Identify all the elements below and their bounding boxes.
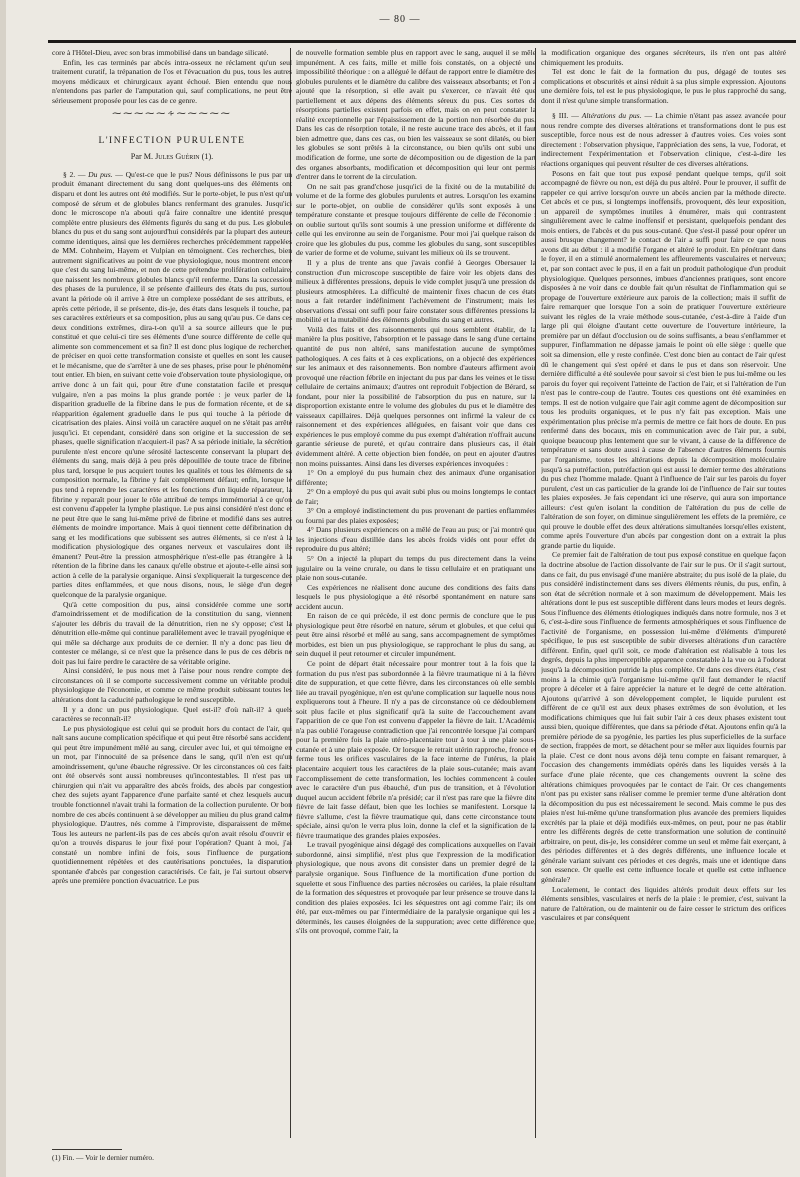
paragraph-text: — La chimie n'étant pas assez avancée pour nous rendre compte des diverses altérations et transformations dont le pus est susceptible, force nous est de nous adresser à d'autres voies. Ces voies sont directement : l'observation physique, l'appréciation des sens, la vue, l'odorat, et indirectement l'expérimentation et l'observation clinique, c'est-à-dire les réactions organiques qui peuvent résulter de ces diverses altérations.: [541, 111, 786, 169]
paragraph: Qu'à cette composition du pus, ainsi considérée comme une sorte d'amoindrissement et de modification de la constitution du sang, viennent s'ajouter les débris du travail de la dénutrition, rien ne s'y oppose; c'est la dénutrition elle-même qui continue parallèlement avec le travail pyogénique et qui mêle sa décharge aux produits de ce dernier. Il n'y a donc pas lieu de contester ce mélange, si ce n'est que la présence dans le pus de ces débris ne doit pas lui faire perdre le caractère de sa véritable origine.: [52, 599, 292, 666]
paragraph: Il y a plus de trente ans que j'avais confié à Georges Obersauer la construction d'un microscope susceptible de faire voir les objets dans des milieux à différentes pressions, depuis le vide complet jusqu'à une pression de plusieurs atmosphères. La difficulté de maintenir fixes chacun de ces états nous a fait retarder indéfiniment l'achèvement de l'instrument; mais les observations d'essai ont suffi pour faire constater sous différentes pressions la mobilité et la mutabilité des éléments globulins du sang et autres.: [296, 258, 536, 325]
paragraph: la modification organique des organes sécréteurs, ils n'en ont pas altéré chimiquement les produits.: [541, 48, 786, 67]
byline: [52, 152, 292, 162]
column-3: [541, 48, 786, 1128]
paragraph: Voilà des faits et des raisonnements qui nous semblent établir, de la manière la plus positive, l'absorption et le passage dans le sang d'une certaine quantité de pus non altéré, sans manifestation aucune de symptômes pathologiques. A ces faits et à ces explications, on a objecté des expériences sur les animaux et des raisonnements. Bon nombre d'auteurs affirment avoir provoqué une réaction fébrile en injectant du pus par dans les veines et le tissu cellulaire de certains animaux; d'autres ont reproduit l'objection de Bérard, se fondant, pour nier la possibilité de l'absorption du pus en nature, sur la disproportion existante entre le volume des globules du pus et le diamètre des vaisseaux capillaires. Déjà quelques personnes ont infirmé la valeur de ce raisonnement et des expériences alléguées, en faisant voir que dans ces expériences le pus employé comme du pus exempt d'altération n'offrait aucune garantie sérieuse de pureté, et qu'au contraire dans plusieurs cas, il était évidemment altéré. A cette objection bien fondée, on peut en ajouter d'autres non moins puissantes. Ainsi dans les diverses expériences invoquées :: [296, 324, 536, 468]
paragraph: Ce point de départ était nécessaire pour montrer tout à la fois que la formation du pus n'est pas subordonnée à la fièvre traumatique ni à la fièvre dite de suppuration, et que cette fièvre, dans les circonstances où elle semble liée au travail pyogénique, n'en est qu'une complication sur laquelle nous nous expliquerons tout à l'heure. Il n'y a pas de circonstance où ce dédoublement soit plus facile et plus significatif qu'à la suite de l'accouchement avant l'apparition de ce que l'on est convenu d'appeler la fièvre de lait. L'Académie n'a pas oublié l'orageuse contradiction que j'ai rencontrée lorsque j'ai comparé pour la première fois la plaie utéro-placentaire tour à tour à une plaie sous-cutanée et à une plaie exposée. Or lorsque le retrait utérin rapproche, fronce et ferme tous les orifices vasculaires de la face interne de l'utérus, la plaie placentaire acquiert tous les caractères de la plaie sous-cutanée; mais avant l'accomplissement de cette transformation, les lochies commencent à couler avec le caractère d'un pus ébauché, d'un pus de transition, et à l'évolution duquel aucun accident fébrile n'a présidé; car il n'est pas rare que la fièvre dite fièvre de lait fasse défaut, bien que les lochies se manifestent. Lorsque la fièvre s'allume, c'est la fièvre traumatique qui, dans cette circonstance toute spéciale, ainsi qu'on le verra plus loin, donne la clef et la signification de la fièvre traumatique des grandes plaies exposées.: [296, 659, 536, 840]
article-title: L'INFECTION PURULENTE: [98, 135, 246, 146]
column-1: [52, 48, 292, 1128]
paragraph: En raison de ce qui précède, il est donc permis de conclure que le pus physiologique peut être résorbé en nature, sérum et globules, et que celui qui peut être ainsi résorbé et mêlé au sang, sans accompagnement de symptômes morbides, est bien un pus physiologique, se rapprochant le plus du sang, au sein duquel il peut retourner et circuler impunément.: [296, 611, 536, 659]
paragraph: Tel est donc le fait de la formation du pus, dégagé de toutes ses complications et obscurités et ainsi réduit à sa plus simple expression. Ajoutons une dernière fois, tel est le pus physiologique, le pus le plus rapproché du sang, dont il n'est qu'une simple transformation.: [541, 67, 786, 105]
paragraph: Localement, le contact des liquides altérés produit deux effets sur les éléments sensibles, vasculaires et nerfs de la plaie : le premier, c'est, suivant la nature de l'altération, ou de maintenir ou de faire cesser le strictum des orifices vasculaires et par conséquent: [541, 884, 786, 923]
paragraph: Ce premier fait de l'altération de tout pus exposé constitue en quelque façon la doctrine absolue de l'action dissolvante de l'air sur le pus. Or il s'agit surtout, dans ce fait, du pus envisagé d'une manière abstraite; du pus isolé de la plaie, du pus considéré indistinctement dans ses divers éléments réunis, du pus, enfin, à son état de sécrétion normale et à son maximum de développement. Mais les altérations dont le pus est susceptible diffèrent dans leurs modes et leurs degrés. Sous l'influence des éléments étiologiques indiqués dans notre formule, nos 3 et 6, c'est-à-dire sous l'influence de ferments atmosphériques et sous l'influence de l'activité de l'organisme, en possession lui-même d'éléments d'impureté spécifique, le pus est susceptible de subir diverses altérations d'un caractère différent. Enfin, quel qu'il soit, ce mode d'altération est réalisable à tous les degrés, depuis la plus imperceptible apparence constatable à la vue ou à l'odorat jusqu'à la décomposition putride la plus complète. Or dans ces divers états, c'est moins à la chimie qu'à l'organisme lui-même qu'il faut demander le réactif propre à déceler et à faire apprécier la nature et le degré de cette altération. Ajoutons qu'arrivé à son développement complet, le liquide purulent est différent de ce qu'il est aux deux phases extrêmes de son évolution, et les modifications chimiques que lui fait subir l'air à ces deux phases existent tout aussi bien, quoique différentes, que dans sa période d'état. Ajoutons enfin qu'à la première période de sa pyogénie, les parties les plus superficielles de la surface de section, frappées de mort, se détachent pour se mêler aux liquides fournis par la plaie. C'est ce dont nous avons déjà tenu compte en faisant remarquer, à l'occasion des changements immédiats opérés dans les liquides versés à la surface d'une plaie récente, que ces changements ouvrent la scène des altérations chimiques provoquées par le contact de l'air. Or ces changements n'ont pas pu exister sans réaliser comme le premier terme d'une altération dont la décomposition du pus est nécessairement le second. Mais comme le pus des plaies n'est lui-même qu'une transformation plus avancée des premiers liquides excrétés par la plaie et déjà modifiés eux-mêmes, on peut, pour ne pas établir entre les différents degrés de cette transformation une solution de continuité arbitraire, on peut, dis-je, les considérer comme un seul et même fait exerçant, à des périodes différentes et à des degrés différents, une influence locale et générale variant suivant ces périodes et ces degrés, mais une et identique dans son essence. Or quelle est cette influence locale et quelle est cette influence générale?: [541, 550, 786, 885]
paragraph: Le pus physiologique est celui qui se produit hors du contact de l'air, qui naît sans aucune complication spécifique et qui peut être résorbé sans accident, qui peut être impunément mêlé au sang, circuler avec lui, et qui témoigne en un mot, par l'innocuité de sa présence dans le sang, qu'il n'en est qu'un amoindrissement, qu'une ébauche régressive. Or les circonstances où ces faits ont été observés sont aussi nombreuses qu'incontestables. Il n'est pas un chirurgien qui n'ait vu apparaître des abcès froids, des abcès par congestion chez des sujets ayant l'apparence d'une parfaite santé et chez lesquels aucun trouble fonctionnel n'avait trahi la formation de la collection purulente. Or bon nombre de ces abcès continuent à se développer au milieu du plus grand calme physiologique. D'autres, nés comme à l'improviste, disparaissent de même. Tous les auteurs ne parlent-ils pas de ces abcès qu'on avait résolu d'ouvrir et qu'on a trouvés disparus le jour fixé pour l'opération? Quant à moi, j'ai constaté un nombre infini de fois, sous l'influence de purgations quotidiennement répétées et des cautérisations ponctuées, la disparution spontanée d'abcès par congestion caractérisés. Ce fait, je l'ai surtout observé après une première ponction évacuatrice. Le pus: [52, 723, 292, 886]
page-number: — 80 —: [379, 14, 421, 25]
section-ornament: ⁓⁓⁓⁓⁓∻⁓⁓⁓⁓⁓: [112, 108, 232, 119]
footnote: (1) Fin. — Voir le dernier numéro.: [52, 1153, 154, 1162]
list-item: 5° On a injecté la plupart du temps du pus directement dans la veine jugulaire ou la veine crurale, ou dans le tissu cellulaire et en pratiquant une plaie non sous-cutanée.: [296, 553, 536, 583]
paragraph: Posons en fait que tout pus exposé pendant quelque temps, qu'il soit accompagné de fièvre ou non, est déjà du pus altéré. Pour le prouver, il suffit de rappeler ce qui arrive lorsqu'on ouvre un abcès ancien par la méthode directe. Cet abcès et ce pus, si longtemps inoffensifs, provoquent, dès leur exposition, un appareil de symptômes inutiles à énumérer, mais qui contrastent singulièrement avec le calme inoffensif et persistant, quelquefois pendant des mois entiers, de l'abcès et du pus sous-cutané. Que s'est-il passé pour opérer un aussi brusque changement? le contact de l'air a suffi pour faire ce que nous avons dit au début : il a modifié l'organe et altéré le produit. En pénétrant dans le foyer, il en a stimulé anormalement les affleurements vasculaires et nerveux; et, par son contact avec le pus, il en a fait un produit pathologique d'un produit physiologique. Quelques personnes, imbues d'anciennes pratiques, sont encore disposées à ne voir dans ce double fait qu'un résultat de l'inflammation qui se propage de l'ouverture extérieure aux parois de la collection; mais il suffit de faire remarquer que lorsque l'on a soin de pratiquer l'ouverture extérieure suivant les règles de la vraie méthode sous-cutanée, c'est-à-dire à l'aide d'un large pli qui éloigne d'autant cette ouverture de l'ouverture intérieure, la première par un défaut d'occlusion ou de soins suffisants, a beau s'enflammer et suppurer, l'inflammation ne dépasse jamais le point où elle siège : quelle que soit sa dimension, elle y reste confinée. C'est donc bien au contact de l'air qu'est dû le changement qui s'est opéré et dans le pus et dans son réservoir. Une dernière difficulté a été soulevée pour savoir si c'est bien le pus lui-même ou les parois du foyer qui reçoivent l'atteinte de l'action de l'air, et si l'altération de l'un n'est pas le contre-coup de l'autre. Toutes ces questions ont été examinées en temps. Il est de notion vulgaire que l'air agit comme agent de décomposition sur tous les produits organiques, et le pus n'y fait pas exception. Mais une expérimentation plus précise m'a permis de mettre ce fait hors de doute. En pus renfermé dans des bocaux, mis en communication avec de l'air pur, a subi, quoique beaucoup plus lentement que sur le vivant, à cause de la différence de température et sans doute aussi à cause de l'absence d'autres éléments fournis par l'organisme, toutes les altérations depuis la décomposition moléculaire jusqu'à sa putréfaction, putréfaction qui est aussi le dernier terme des altérations du pus chez l'homme malade. Quant à l'influence de l'air sur les parois du foyer purulent, c'est un cas particulier de la grande loi de l'influence de l'air sur toutes les plaies exposées. Je fais cependant ici une réserve, qui aura son importance ailleurs: c'est qu'en isolant la condition de l'altération du pus de celle de l'altération de son foyer, on diminue singulièrement les effets de la première, ce qui prouve le double effet des deux altérations simultanées lorsqu'elles existent, comme après l'ouverture d'un abcès par congestion dont on a extrait la plus grande partie du liquide.: [541, 168, 786, 550]
paragraph: Ainsi considéré, le pus nous met à l'aise pour nous rendre compte des circonstances où il se comporte successivement comme un véritable produit physiologique de l'économie, et comme ce même produit subissant toutes les altérations dont la caducité pathologique le rend susceptible.: [52, 666, 292, 704]
paragraph: Il y a donc un pus physiologique. Quel est-il? d'où naît-il? à quels caractères se reconnaît-il?: [52, 704, 292, 724]
column-2: [296, 48, 536, 1128]
intro-paragraph: core à l'Hôtel-Dieu, avec son bras immobilisé dans un bandage silicaté.: [52, 48, 269, 57]
page-edge-shadow: [0, 0, 6, 1177]
list-item: 1° On a employé du pus humain chez des animaux d'une organisation différente;: [296, 468, 536, 487]
list-item: 2° On a employé du pus qui avait subi plus ou moins longtemps le contact de l'air;: [296, 487, 536, 506]
section-3-paragraph: [541, 111, 786, 168]
list-item: 3° On a employé indistinctement du pus provenant de parties enflammées ou fourni par des plaies exposées;: [296, 506, 536, 525]
section-title: Altérations du pus.: [581, 111, 642, 121]
section-title: Du pus.: [88, 169, 113, 179]
paragraph: Le travail pyogénique ainsi dégagé des complications auxquelles on l'avait subordonné, ainsi simplifié, n'est plus que l'expression de la modification physiologique, que nous avons dit consister dans un premier degré de la paralysie organique. Sous l'influence de la mortification d'une portion du squelette et sous l'influence des parties nécrosées ou cariées, la plaie résultant de la formation des séquestres et provoquée par leur présence se trouve dans la condition des plaies exposées. Ici les séquestres ont agi comme l'air; ils ont été, par eux-mêmes ou par l'intermédiaire de la paralysie organique qui les a déterminés, les causes éloignées de la suppuration; avec cette différence que, s'ils ont provoqué, comme l'air, la: [296, 840, 536, 936]
paragraph-text: — Qu'est-ce que le pus? Nous définissons le pus par un produit émanant directement du sang dont quelques-uns des éléments ont disparu et dont les autres ont été modifiés. Sur le porte-objet, le pus n'est qu'un composé de sérum et de globules blancs renfermant des granules. Jusqu'ici donc le microscope n'a abouti qu'à faire connaître une identité presque complète entre plusieurs des éléments figurés du sang et du pus. Les globules blancs du pus et du sang sont aujourd'hui considérés par la plupart des auteurs comme identiques, ainsi que les dernières recherches précédemment rappelées de MM. Cohnheim, Hayem et Vulpian en témoignent. Ces recherches, bien autrement significatives au point de vue physiologique, nous montrent encore que c'est du sang lui-même, et non de cette prétendue prolifération cellulaire, que naissent les nombreux globules blancs qu'il renferme. Dans la succession des phases de la purulence, il se présente d'ailleurs des états du pus, surtout avant la période où il arrive à être un complexe possédant de ses attributs, et après cette période, il se présente, dis-je, des états dans lesquels il touche, par ses caractères extérieurs et sa composition, plus au sang qu'au pus. Ce dans ces deux conditions extrêmes, dira-t-on qu'il a sa source ailleurs que le pus constitué et que celui-ci tire ses éléments d'une source différente de celle qui alimente son commencement et sa fin? Il est donc plus logique de rechercher, de préciser en quoi cette transformation consiste et quelles en sont les causes et le mécanisme, que de s'arrêter à une de ses phases, prise pour le phénomène tout entier. Eh bien, en suivant cette voie d'observation toute physiologique, on arrive donc à un fait qui, pour être d'une constatation facile et presque vulgaire, n'en a pas moins la plus grande portée : je veux parler de la disparition graduelle de la fibrine dans le pus de formation récente, et de sa réapparition également graduelle dans le pus qui touche à la période de cicatrisation des plaies. Ainsi voilà un caractère auquel on ne s'était pas arrêté jusqu'ici. Et cependant, considéré dans son origine et la succession de ses phases, quelle signification n'acquiert-il pas? A sa période initiale, la sécrétion purulente n'est encore qu'une sérosité lactescente conservant la plupart des éléments du sang, mais déjà à peu près dépouillée de toute trace de fibrine; plus tard, lorsque le pus acquiert toutes les qualités et tous les éléments de sa composition normale, la fibrine y fait complètement défaut; enfin, lorsque le pus tend à reprendre les caractères et les fonctions d'un liquide réparateur, la fibrine y reparaît pour jouer le rôle attribué de temps immémorial à ce qu'on est convenu d'appeler la lymphe plastique. Le pus ainsi considéré n'est donc et ne peut être que le sang lui-même privé de fibrine et modifié dans ses autres éléments de moindre importance. Mais à quoi tiennent cette défibrination du sang et les modifications que subissent ses autres éléments, si ce n'est à la modification physiologique des organes nerveux et vasculaires dont ils émanent? Peut-être la pression atmosphérique n'est-elle pas étrangère à la rétention de la fibrine dans les canaux qu'elle obstrue et ajoute-t-elle ainsi son action à celle de la paralysie organique. Ainsi s'expliquerait la turgescence des parties dites enflammées, et que nous disons, nous, le siège d'un degré quelconque de la paralysie organique.: [52, 169, 292, 599]
section-2-paragraph: [52, 170, 292, 600]
byline-suffix: (1).: [199, 152, 214, 162]
paragraph: On ne sait pas grand'chose jusqu'ici de la fixité ou de la mutabilité du volume et de la forme des globules purulents et autres. Lorsqu'on les examine sur le porte-objet, on oublie de considérer qu'ils sont exposés à une température constante et presque toujours différente de celle de l'économie : on oublie surtout qu'ils sont soumis à une pression uniforme et différente de celle qui les environne au sein de l'organisme. Pour moi j'ai quelque raison de croire que les globules du pus, comme les globules du sang, sont susceptibles de varier de forme et de volume, suivant les milieux où ils se trouvent.: [296, 181, 536, 258]
footnote-rule: [52, 1149, 122, 1150]
header-rule: [48, 40, 796, 43]
author-name: Jules Guérin: [155, 152, 200, 162]
byline-prefix: Par M.: [130, 152, 156, 162]
paragraph: Ces expériences ne réalisent donc aucune des conditions des faits dans lesquels le pus physiologique a été résorbé spontanément en nature sans accident aucun.: [296, 582, 536, 611]
section-label: § 2. —: [63, 169, 89, 179]
section-label: § III. —: [552, 111, 582, 121]
paragraph: de nouvelle formation semble plus en rapport avec le sang, auquel il se mêle impunément. A ces faits, mille et mille fois constatés, on a objecté une impossibilité théorique : on a allégué le défaut de rapport entre le diamètre des globules purulents et le diamètre du calibre des vaisseaux absorbants; et l'on a ajouté que la résorption, si elle avait pu s'exercer, ce n'avait été que partiellement et aux dépens des éléments séreux du pus. Ces sortes de résorptions partielles existent parfois en effet, mais on en peut constater la réalité exceptionnelle par l'épaississement de la portion non résorbée du pus. Dans les cas de résorption totale, il ne reste aucune trace des abcès, et il faut bien admettre que, dans ces cas, ou bien les vaisseaux se sont dilatés, ou bien les globules se sont prêtés à la circonstance, ou bien qu'ils ont subi une modification de forme, une sorte de décomposition ou de digestion de la part des organes absorbants, modification et décomposition qui leur ont permis d'entrer dans le torrent de la circulation.: [296, 48, 536, 182]
intro-paragraph: Enfin, les cas terminés par abcès intra-osseux ne réclament qu'un seul traitement curatif, la trépanation de l'os et l'évacuation du pus, tous les autres moyens médicaux et chirurgicaux ayant échoué. Bien entendu que nous n'entendons pas parler de l'amputation qui, sauf complications, ne peut être sérieusement proposée pour les cas de ce genre.: [52, 57, 292, 105]
list-item: 4° Dans plusieurs expériences on a mêlé de l'eau au pus; or j'ai montré que les injections d'eau distillée dans les abcès froids vidés ont pour effet de reproduire du pus altéré;: [296, 525, 536, 554]
